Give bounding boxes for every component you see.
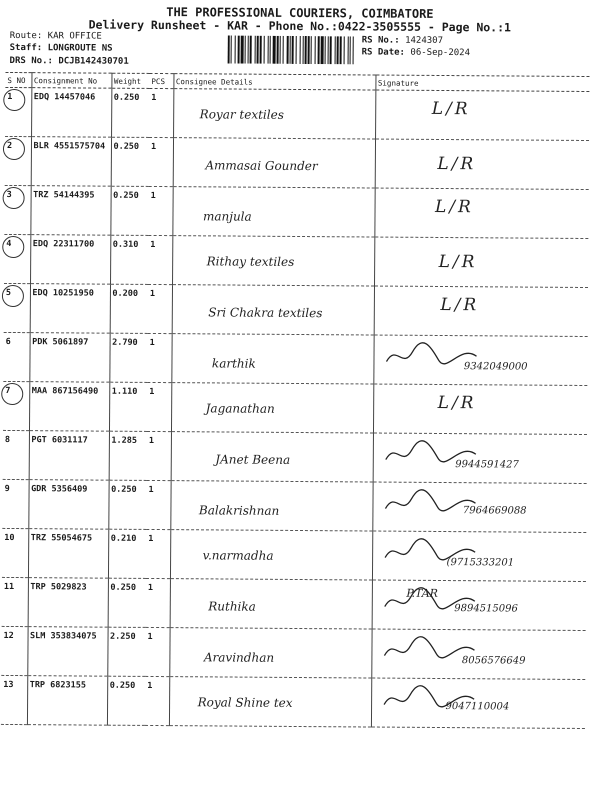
table-row: [4, 234, 588, 287]
barcode-bar: [340, 36, 342, 64]
barcode-bar: [280, 36, 281, 64]
cell-weight: 0.250: [107, 676, 145, 725]
cell-sno: [2, 479, 28, 528]
rs-date-value: 06-Sep-2024: [410, 47, 471, 59]
sno-text: 13: [3, 679, 14, 691]
cell-consignee: [172, 236, 374, 286]
table-row: [3, 332, 587, 385]
consignee-handwriting: Ruthika: [208, 599, 256, 614]
barcode-bar: [250, 36, 252, 64]
rs-no-line: [362, 35, 443, 46]
barcode-bar: [235, 36, 236, 64]
signature-handwriting: L/R: [434, 196, 474, 218]
barcode-bar: [305, 36, 307, 64]
cell-consignee: [169, 677, 371, 727]
consignee-handwriting: Royal Shine tex: [197, 695, 293, 710]
cell-consignment: EDQ 14457046: [31, 88, 111, 138]
cell-consignee: [173, 138, 375, 188]
barcode-bar: [344, 36, 345, 64]
barcode-bar: [296, 36, 297, 64]
table-row: [4, 283, 588, 336]
barcode-bar: [268, 36, 269, 64]
cell-signature: [375, 90, 589, 140]
check-circle: [2, 236, 24, 258]
col-header-signature: Signature: [375, 75, 589, 91]
cell-pcs: 1: [148, 186, 172, 235]
cell-signature: [373, 335, 587, 385]
sno-text: 10: [4, 532, 15, 544]
staff-value: LONGROUTE NS: [47, 43, 113, 54]
phone-handwriting: 8056576649: [461, 655, 526, 667]
cell-sno: [1, 626, 27, 675]
cell-consignee: [171, 334, 373, 384]
cell-pcs: 1: [147, 382, 171, 431]
cell-signature: [374, 286, 588, 336]
barcode-bar: [321, 36, 324, 64]
sno-text: 6: [5, 336, 11, 347]
consignee-handwriting: Ammasai Gounder: [205, 158, 318, 174]
cell-sno: [3, 332, 29, 381]
cell-consignee: [171, 432, 373, 482]
sno-text: 12: [3, 630, 14, 642]
cell-consignment: SLM 353834075: [27, 627, 107, 677]
sno-text: 11: [3, 581, 15, 593]
cell-consignment: MAA 867156490: [29, 382, 109, 432]
consignee-handwriting: Aravindhan: [203, 650, 275, 665]
barcode-bar: [318, 36, 320, 64]
drs-line: [10, 56, 129, 67]
cell-consignee: [171, 383, 373, 433]
barcode-bar: [328, 36, 329, 64]
barcode-bar: [303, 36, 304, 64]
barcode-bar: [325, 36, 326, 64]
phone-handwriting: 9047110004: [445, 701, 510, 713]
cell-pcs: 1: [149, 137, 173, 186]
barcode-bar: [315, 36, 316, 64]
barcode-bar: [245, 36, 246, 64]
table-row: [2, 577, 586, 630]
route-label: Route:: [9, 30, 43, 42]
cell-pcs: 1: [147, 431, 171, 480]
check-circle: [3, 187, 25, 209]
signature-handwriting: L/R: [437, 153, 477, 175]
runsheet-table: [1, 72, 590, 729]
table-row: [2, 479, 586, 532]
cell-consignee: [172, 285, 374, 335]
barcode-bar: [287, 36, 289, 64]
signature-handwriting: P.TAR: [406, 586, 439, 600]
cell-weight: 0.250: [111, 88, 149, 137]
sno-text: 4: [6, 238, 12, 249]
col-header-consignee: Consignee Details: [173, 74, 375, 90]
table-row: [5, 87, 589, 140]
cell-weight: 0.250: [110, 186, 148, 235]
cell-sno: [3, 430, 29, 479]
barcode-bar: [277, 36, 279, 64]
phone-handwriting: 9944591427: [455, 459, 519, 471]
consignee-handwriting: Sri Chakra textiles: [208, 305, 323, 321]
cell-pcs: 1: [145, 676, 169, 725]
cell-signature: [371, 629, 585, 679]
cell-weight: 0.200: [110, 284, 148, 333]
consignee-handwriting: Balakrishnan: [198, 503, 280, 518]
table-row: [2, 528, 586, 581]
cell-consignment: EDQ 22311700: [30, 235, 110, 285]
consignee-handwriting: v.narmadha: [202, 548, 274, 563]
cell-sno: [3, 381, 29, 430]
cell-consignment: EDQ 10251950: [30, 284, 110, 334]
cell-sno: [4, 283, 30, 332]
barcode-bar: [283, 36, 284, 64]
cell-weight: 1.285: [109, 431, 147, 480]
cell-signature: [374, 188, 588, 238]
cell-weight: 2.790: [109, 333, 147, 382]
rs-date-label: RS Date:: [361, 47, 406, 58]
cell-weight: 0.250: [111, 137, 149, 186]
cell-signature: [371, 678, 585, 728]
cell-pcs: 1: [145, 627, 169, 676]
cell-consignment: TRP 5029823: [28, 578, 108, 628]
cell-weight: 0.310: [110, 235, 148, 284]
sno-text: 7: [5, 385, 11, 396]
barcode-bar: [300, 36, 301, 64]
barcode-bar: [290, 36, 291, 64]
barcode-bar: [308, 36, 310, 64]
sno-text: 2: [6, 140, 13, 151]
cell-weight: 1.110: [109, 382, 147, 431]
table-row: [3, 430, 587, 483]
barcode-bar: [350, 36, 351, 64]
cell-pcs: 1: [147, 333, 171, 382]
cell-sno: [4, 185, 30, 234]
check-circle: [1, 383, 23, 405]
barcode-bar: [348, 36, 349, 64]
cell-sno: [2, 528, 28, 577]
cell-pcs: 1: [146, 529, 170, 578]
cell-weight: 2.250: [107, 627, 145, 676]
cell-sno: [2, 577, 28, 626]
route-line: [10, 31, 102, 42]
check-circle: [2, 285, 24, 307]
staff-label: Staff:: [9, 42, 43, 54]
rs-no-label: RS No.:: [361, 35, 400, 46]
signature-handwriting: L/R: [437, 392, 477, 414]
staff-line: [10, 43, 113, 54]
cell-pcs: 1: [148, 235, 172, 284]
cell-weight: 0.210: [108, 529, 146, 578]
consignee-handwriting: manjula: [202, 209, 252, 224]
document-title: THE PROFESSIONAL COURIERS, COIMBATORE: [166, 5, 434, 21]
cell-pcs: 1: [146, 578, 170, 627]
table-row: [1, 675, 585, 728]
consignee-handwriting: karthik: [211, 356, 256, 371]
phone-handwriting: (9715333201: [446, 557, 515, 569]
route-value: KAR OFFICE: [47, 31, 102, 42]
col-header-weight: Weight: [111, 73, 149, 88]
cell-sno: [4, 234, 30, 283]
barcode-bar: [335, 36, 336, 64]
document-subtitle: Delivery Runsheet - KAR - Phone No.:0422-3505555 - Page No.:1: [88, 17, 512, 35]
sno-text: 1: [7, 91, 13, 102]
barcode-bar: [353, 36, 354, 64]
cell-consignee: [170, 481, 372, 531]
cell-consignment: TRZ 55054675: [28, 529, 108, 579]
sno-text: 3: [6, 189, 12, 200]
rs-date-line: [362, 47, 470, 58]
phone-handwriting: 7964669088: [462, 505, 527, 517]
rs-no-value: 1424307: [405, 35, 444, 46]
cell-signature: [372, 531, 586, 581]
cell-signature: [372, 580, 586, 630]
barcode-bar: [228, 35, 230, 63]
sno-text: 9: [4, 483, 10, 494]
table-row: [4, 185, 588, 238]
cell-consignment: TRZ 54144395: [30, 186, 110, 236]
barcode-bar: [330, 36, 332, 64]
table-row: [3, 381, 587, 434]
col-header-consignment: Consignment No: [31, 73, 111, 89]
cell-consignee: [169, 628, 371, 678]
barcode-bar: [270, 36, 271, 64]
consignee-handwriting: Jaganathan: [205, 401, 275, 416]
barcode-bar: [292, 36, 294, 64]
phone-handwriting: 9894515096: [454, 603, 518, 615]
sno-text: 8: [4, 434, 11, 445]
cell-signature: [375, 139, 589, 189]
cell-consignee: [173, 89, 375, 139]
cell-consignee: [170, 530, 372, 580]
cell-consignment: GDR 5356409: [28, 480, 108, 530]
cell-sno: [5, 136, 31, 185]
barcode-bar: [238, 36, 240, 64]
cell-consignment: PGT 6031117: [29, 431, 109, 481]
cell-weight: 0.250: [108, 578, 146, 627]
consignee-handwriting: Royar textiles: [199, 107, 284, 122]
cell-consignment: PDK 5061897: [29, 333, 109, 383]
consignee-handwriting: JAnet Beena: [215, 452, 291, 467]
col-header-sno: S NO: [5, 72, 31, 87]
table-row: [5, 136, 589, 189]
barcode-bar: [231, 36, 232, 64]
cell-pcs: 1: [148, 284, 172, 333]
cell-consignment: TRP 6823155: [27, 676, 107, 726]
barcode-bar: [273, 36, 276, 64]
barcode-bar: [248, 36, 249, 64]
cell-signature: [373, 433, 587, 483]
cell-signature: [373, 384, 587, 434]
cell-pcs: 1: [146, 480, 170, 529]
signature-handwriting: L/R: [431, 98, 471, 120]
signature-handwriting: L/R: [440, 294, 480, 316]
barcode: [228, 35, 354, 64]
signature-handwriting: L/R: [438, 251, 478, 273]
cell-consignee: [170, 579, 372, 629]
cell-consignment: BLR 4551575704: [31, 137, 111, 187]
cell-sno: [5, 87, 31, 136]
barcode-bar: [255, 36, 256, 64]
col-header-pcs: PCS: [149, 73, 173, 88]
drs-label: DRS No.:: [9, 55, 53, 67]
check-circle: [3, 138, 25, 160]
barcode-bar: [337, 36, 339, 64]
barcode-bar: [260, 36, 262, 64]
barcode-bar: [257, 36, 259, 64]
cell-consignee: [172, 187, 374, 237]
barcode-bar: [311, 36, 312, 64]
drs-value: DCJB142430701: [58, 56, 129, 67]
cell-weight: 0.250: [108, 480, 146, 529]
barcode-bar: [241, 36, 244, 64]
cell-sno: [1, 675, 27, 724]
check-circle: [3, 89, 25, 111]
cell-signature: [374, 237, 588, 287]
barcode-bar: [264, 36, 265, 64]
cell-signature: [372, 482, 586, 532]
consignee-handwriting: Rithay textiles: [206, 254, 295, 269]
cell-pcs: 1: [149, 88, 173, 137]
phone-handwriting: 9342049000: [463, 361, 528, 373]
table-row: [1, 626, 585, 679]
sno-text: 5: [5, 287, 12, 298]
